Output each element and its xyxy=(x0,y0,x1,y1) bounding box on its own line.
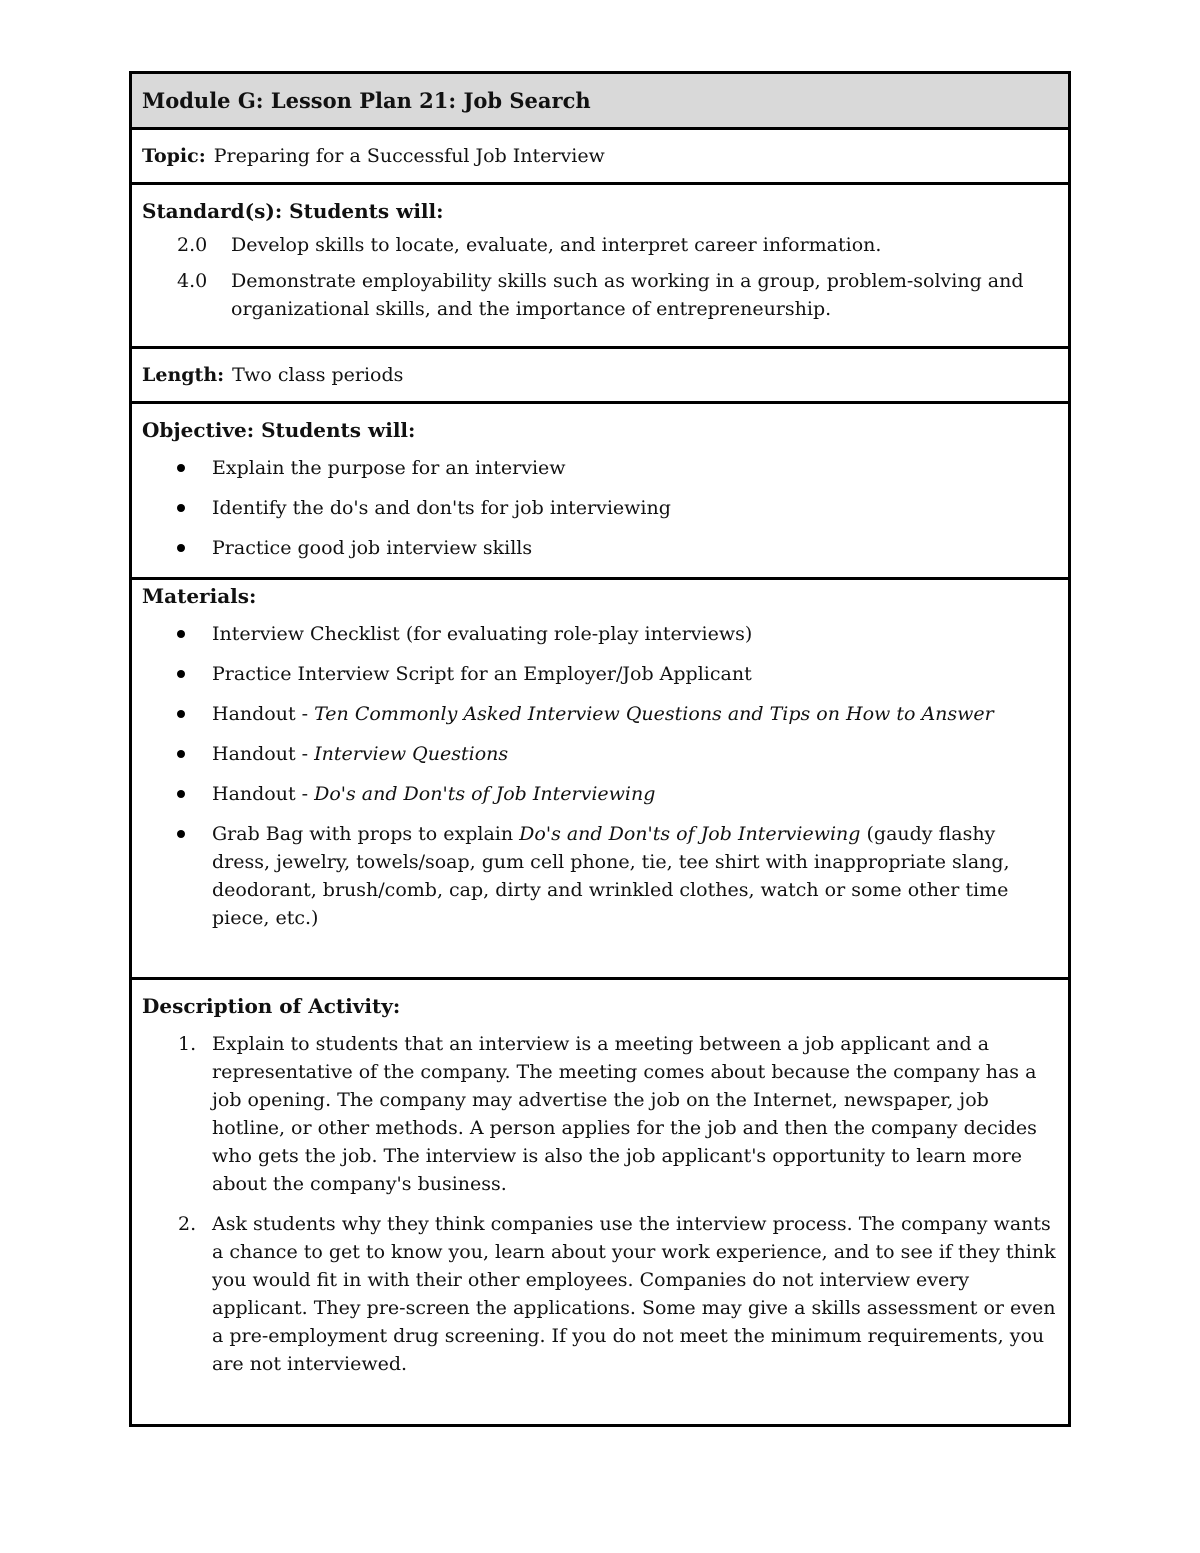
lesson-plan-table xyxy=(129,71,1071,1427)
list-item xyxy=(142,780,1058,808)
bullet-icon xyxy=(177,830,185,838)
list-item xyxy=(142,660,1058,688)
materials-heading: Materials: xyxy=(142,584,257,608)
bullet-icon xyxy=(177,790,185,798)
material-title: Do's and Don'ts of Job Interviewing xyxy=(519,823,861,845)
bullet-icon xyxy=(177,670,185,678)
standard-number: 4.0 xyxy=(177,270,208,292)
standard-text: Develop skills to locate, evaluate, and interpret career information. xyxy=(231,234,882,256)
material-prefix: Handout - xyxy=(212,783,315,805)
topic-label: Topic: xyxy=(142,145,206,167)
description-row xyxy=(132,980,1068,1424)
material-prefix: Handout - xyxy=(212,703,315,725)
objective-text: Practice good job interview skills xyxy=(212,537,533,559)
material-text: Interview Checklist (for evaluating role-play interviews) xyxy=(212,623,753,645)
list-item xyxy=(142,454,1058,482)
length-value: Two class periods xyxy=(232,364,404,386)
material-prefix: Handout - xyxy=(212,743,315,765)
standards-heading: Standard(s): Students will: xyxy=(142,199,444,223)
standard-item xyxy=(142,267,1058,323)
objective-list xyxy=(142,454,1058,562)
list-item xyxy=(142,534,1058,562)
description-list xyxy=(142,1030,1058,1378)
step-text: Ask students why they think companies use the interview process. The company wants a chance to get to know you, learn about your work experience, and to see if they think you would fit in with their other employees. Companies do not interview every applicant. They pre-screen the applications. Some may give a skills assessment or even a pre-employment drug screening. If you do not meet the minimum requirements, you are not interviewed. xyxy=(212,1213,1056,1375)
step-number: 1. xyxy=(178,1033,197,1055)
list-item xyxy=(142,1210,1058,1378)
material-title: Interview Questions xyxy=(314,743,509,765)
bullet-icon xyxy=(177,544,185,552)
standard-item xyxy=(142,231,1058,259)
step-text: Explain to students that an interview is a meeting between a job applicant and a representative of the company. The meeting comes about because the company has a job opening. The company may advertise the job on the Internet, newspaper, job hotline, or other methods. A person applies for the job and then the company decides who gets the job. The interview is also the job applicant's opportunity to learn more about the company's business. xyxy=(212,1033,1037,1195)
description-heading: Description of Activity: xyxy=(142,994,401,1018)
bullet-icon xyxy=(177,710,185,718)
objective-row xyxy=(132,404,1068,580)
materials-row xyxy=(132,580,1068,980)
list-item xyxy=(142,1030,1058,1198)
objective-heading: Objective: Students will: xyxy=(142,418,416,442)
bullet-icon xyxy=(177,464,185,472)
material-title: Ten Commonly Asked Interview Questions and Tips on How to Answer xyxy=(314,703,994,725)
bullet-icon xyxy=(177,750,185,758)
length-row xyxy=(132,349,1068,404)
list-item xyxy=(142,494,1058,522)
list-item xyxy=(142,740,1058,768)
standard-number: 2.0 xyxy=(177,234,208,256)
material-text: Practice Interview Script for an Employer/Job Applicant xyxy=(212,663,752,685)
standards-row xyxy=(132,185,1068,349)
topic-value: Preparing for a Successful Job Interview xyxy=(213,145,605,167)
standard-text: Demonstrate employability skills such as working in a group, problem-solving and organizational skills, and the importance of entrepreneurship. xyxy=(231,270,1024,320)
step-number: 2. xyxy=(178,1213,197,1235)
bullet-icon xyxy=(177,504,185,512)
lesson-title-row xyxy=(132,74,1068,130)
material-prefix: Grab Bag with props to explain xyxy=(212,823,520,845)
list-item xyxy=(142,620,1058,648)
materials-list xyxy=(142,620,1058,932)
objective-text: Identify the do's and don'ts for job interviewing xyxy=(212,497,671,519)
list-item xyxy=(142,700,1058,728)
lesson-title: Module G: Lesson Plan 21: Job Search xyxy=(142,88,591,113)
material-suffix: (gaudy flashy dress, jewelry, towels/soap, gum cell phone, tie, tee shirt with inappropriate slang, deodorant, brush/comb, cap, dirty and wrinkled clothes, watch or some other time piece, etc.) xyxy=(212,823,1010,929)
objective-text: Explain the purpose for an interview xyxy=(212,457,566,479)
topic-row xyxy=(132,130,1068,185)
material-title: Do's and Don'ts of Job Interviewing xyxy=(314,783,656,805)
list-item xyxy=(142,820,1058,932)
bullet-icon xyxy=(177,630,185,638)
length-label: Length: xyxy=(142,364,225,386)
